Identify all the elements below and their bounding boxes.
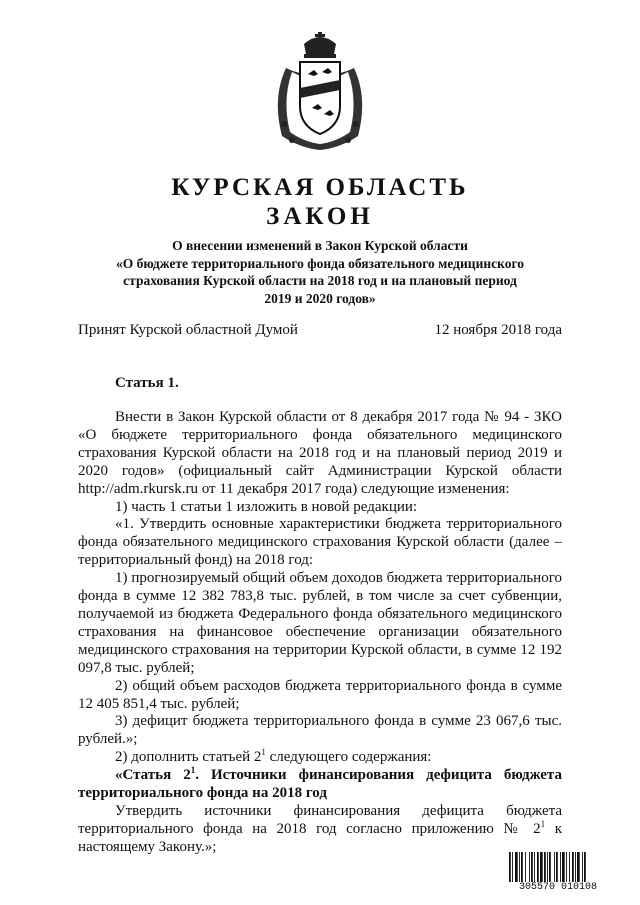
barcode-number: 305570 010108 — [508, 882, 608, 894]
law-subtitle — [80, 237, 560, 307]
article-heading: Статья 1. — [115, 375, 179, 391]
paragraph-text: «Статья 2 — [115, 767, 191, 784]
superscript: 1 — [190, 765, 196, 776]
paragraph: «1. Утвердить основные характеристики бюджета территориального фонда обязательного медицинского страхования Курской области (далее – территориальный фонд) на 2018 год: — [78, 516, 562, 569]
superscript: 1 — [261, 747, 266, 758]
subtitle-line: «О бюджете территориального фонда обязательного медицинского — [115, 255, 525, 271]
article-body — [78, 409, 562, 857]
paragraph-text: Утвердить источники финансирования дефицита бюджета территориального фонда на 2018 год согласно приложению № 2 — [78, 802, 562, 837]
paragraph: Внести в Закон Курской области от 8 декабря 2017 года № 94 - ЗКО «О бюджете территориального фонда обязательного медицинского страхования Курской области на 2018 год и на плановый период 2019 и 2020 годов» (официальный сайт Администрации Курской области http://adm.rkursk.ru от 11 декабря 2017 года) следующие изменения: — [78, 409, 562, 497]
subtitle-line: 2019 и 2020 годов» — [264, 290, 376, 306]
paragraph-text: 2) дополнить статьей 2 — [115, 749, 262, 766]
paragraph: 1) часть 1 статьи 1 изложить в новой редакции: — [115, 498, 418, 515]
law-title: ЗАКОН — [266, 203, 374, 230]
superscript: 1 — [540, 818, 546, 829]
paragraph: 1) прогнозируемый общий объем доходов бюджета территориального фонда в сумме 12 382 783,8 тыс. рублей, в том числе за счет субвенции, получаемой из бюджета Федерального фонда обязательного медицинского страхования на финансовое обеспечение организации обязательного медицинского страхования на территории Курской области, в сумме 12 192 097,8 тыс. рублей; — [78, 570, 562, 676]
subtitle-line: страхования Курской области на 2018 год и на плановый период — [123, 273, 517, 288]
paragraph-text: следующего содержания: — [265, 749, 432, 766]
paragraph — [78, 803, 562, 857]
paragraph: 2) общий объем расходов бюджета территориального фонда в сумме 12 405 851,4 тыс. рублей; — [78, 677, 562, 712]
new-article-heading — [78, 767, 562, 803]
adopted-by-text: Принят Курской областной Думой — [78, 322, 298, 338]
adoption-date: 12 ноября 2018 года — [434, 322, 562, 338]
paragraph — [78, 749, 562, 767]
paragraph-text: . Источники финансирования дефицита бюджета территориального фонда на 2018 год — [78, 767, 562, 802]
subtitle-line: О внесении изменений в Закон Курской области — [172, 238, 468, 253]
kursk-coat-of-arms-icon — [266, 28, 374, 152]
paragraph: 3) дефицит бюджета территориального фонда в сумме 23 067,6 тыс. рублей.»; — [78, 713, 562, 748]
region-title: КУРСКАЯ ОБЛАСТЬ — [171, 174, 469, 201]
paragraph-text: к настоящему Закону.»; — [78, 820, 562, 855]
